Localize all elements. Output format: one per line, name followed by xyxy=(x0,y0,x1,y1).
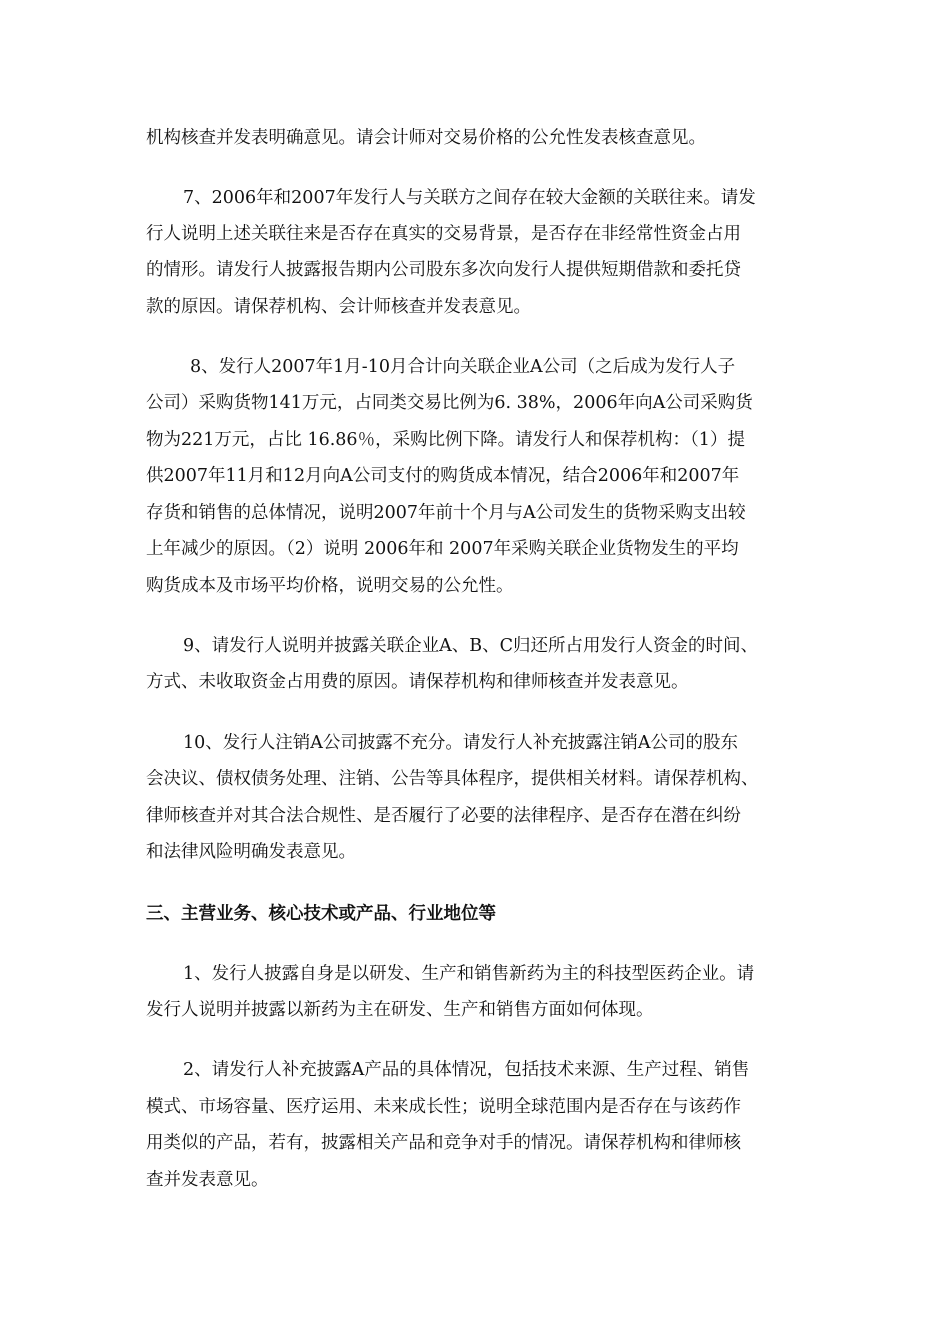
paragraph-line: 和法律风险明确发表意见。 xyxy=(146,842,356,862)
paragraph-line: 行人说明上述关联往来是否存在真实的交易背景，是否存在非经常性资金占用 xyxy=(146,224,741,244)
paragraph-line: 款的原因。请保荐机构、会计师核查并发表意见。 xyxy=(146,297,531,317)
paragraph-line: 存货和销售的总体情况，说明2007年前十个月与A公司发生的货物采购支出较 xyxy=(146,503,746,523)
paragraph-line: 公司）采购货物141万元，占同类交易比例为6. 38%，2006年向A公司采购货 xyxy=(146,393,753,413)
paragraph-line: 2、请发行人补充披露A产品的具体情况，包括技术来源、生产过程、销售 xyxy=(183,1060,750,1080)
paragraph-line: 的情形。请发行人披露报告期内公司股东多次向发行人提供短期借款和委托贷 xyxy=(146,260,741,280)
paragraph-line: 8、发行人2007年1月-10月合计向关联企业A公司（之后成为发行人子 xyxy=(190,357,736,377)
paragraph-line: 查并发表意见。 xyxy=(146,1170,269,1190)
paragraph-line: 律师核查并对其合法合规性、是否履行了必要的法律程序、是否存在潜在纠纷 xyxy=(146,806,741,826)
paragraph-line: 发行人说明并披露以新药为主在研发、生产和销售方面如何体现。 xyxy=(146,1000,654,1020)
paragraph-line: 10、发行人注销A公司披露不充分。请发行人补充披露注销A公司的股东 xyxy=(183,733,739,753)
paragraph-line: 9、请发行人说明并披露关联企业A、B、C归还所占用发行人资金的时间、 xyxy=(183,636,759,656)
paragraph-line: 用类似的产品，若有，披露相关产品和竞争对手的情况。请保荐机构和律师核 xyxy=(146,1133,741,1153)
section-heading: 三、主营业务、核心技术或产品、行业地位等 xyxy=(146,904,496,924)
paragraph-line: 1、发行人披露自身是以研发、生产和销售新药为主的科技型医药企业。请 xyxy=(183,964,755,984)
paragraph-line: 模式、市场容量、医疗运用、未来成长性；说明全球范围内是否存在与该药作 xyxy=(146,1097,741,1117)
paragraph-line: 会决议、债权债务处理、注销、公告等具体程序，提供相关材料。请保荐机构、 xyxy=(146,769,759,789)
paragraph-line: 供2007年11月和12月向A公司支付的购货成本情况，结合2006年和2007年 xyxy=(146,466,740,486)
paragraph-line: 物为221万元，占比 16.86％，采购比例下降。请发行人和保荐机构：（1）提 xyxy=(146,430,745,450)
paragraph-line: 7、2006年和2007年发行人与关联方之间存在较大金额的关联往来。请发 xyxy=(183,188,756,208)
paragraph-line: 方式、未收取资金占用费的原因。请保荐机构和律师核查并发表意见。 xyxy=(146,672,689,692)
paragraph-line: 购货成本及市场平均价格，说明交易的公允性。 xyxy=(146,576,514,596)
paragraph-line: 上年减少的原因。（2）说明 2006年和 2007年采购关联企业货物发生的平均 xyxy=(146,539,739,559)
paragraph-line: 机构核查并发表明确意见。请会计师对交易价格的公允性发表核查意见。 xyxy=(146,128,706,148)
